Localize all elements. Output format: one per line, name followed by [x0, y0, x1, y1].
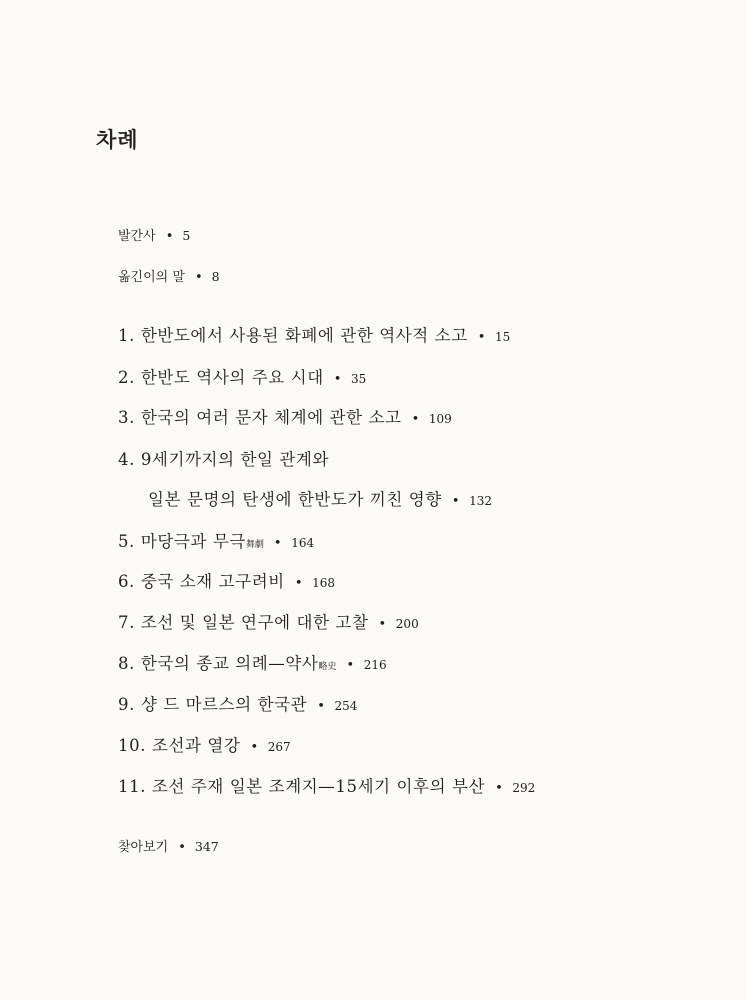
chapter-page-number: 35 [351, 372, 367, 386]
chapter-title: 중국 소재 고구려비 [140, 572, 285, 591]
toc-chapter-entry[interactable] [118, 650, 387, 674]
toc-chapter-entry[interactable] [118, 732, 291, 756]
chapter-page-number: 254 [334, 699, 358, 713]
chapter-number: 10. [118, 736, 147, 755]
chapter-title: 9세기까지의 한일 관계와 [140, 450, 329, 469]
chapter-number: 1. [118, 326, 135, 345]
separator-dot: • [411, 412, 420, 427]
chapter-title: 조선 및 일본 연구에 대한 고찰 [140, 613, 369, 632]
chapter-number: 4. [118, 450, 135, 469]
chapter-page-number: 132 [469, 494, 493, 508]
toc-item-label: 옮긴이의 말 [118, 270, 185, 285]
toc-chapter-entry[interactable] [118, 568, 335, 592]
chapter-title: 한국의 여러 문자 체계에 관한 소고 [140, 408, 402, 427]
chapter-number: 8. [118, 654, 135, 673]
separator-dot: • [378, 617, 387, 632]
chapter-title: 조선과 열강 [151, 736, 241, 755]
chapter-number: 7. [118, 613, 135, 632]
toc-item-label: 찾아보기 [118, 840, 169, 855]
chapter-hanja: 略史 [318, 662, 337, 672]
toc-page-number: 5 [182, 228, 191, 243]
chapter-title: 한국의 종교 의례—약사 [140, 654, 319, 673]
chapter-title: 샹 드 마르스의 한국관 [140, 695, 308, 714]
separator-dot: • [165, 229, 174, 244]
chapter-number: 11. [118, 777, 147, 796]
toc-front-item[interactable] [118, 266, 220, 285]
toc-back-item[interactable] [118, 836, 219, 855]
separator-dot: • [250, 740, 259, 755]
chapter-page-number: 109 [428, 412, 452, 426]
chapter-page-number: 15 [495, 330, 511, 344]
toc-page-number: 347 [194, 839, 219, 854]
toc-chapter-entry[interactable] [118, 691, 357, 715]
toc-chapter-continuation[interactable] [148, 486, 492, 510]
chapter-title: 마당극과 무극 [140, 532, 246, 551]
separator-dot: • [346, 658, 355, 673]
chapter-title-continued: 일본 문명의 탄생에 한반도가 끼친 영향 [148, 490, 442, 509]
toc-chapter-entry[interactable] [118, 322, 510, 346]
toc-item-label: 발간사 [118, 229, 156, 244]
toc-front-item[interactable] [118, 225, 190, 244]
chapter-number: 5. [118, 532, 135, 551]
toc-page-number: 8 [211, 269, 220, 284]
separator-dot: • [495, 781, 504, 796]
separator-dot: • [477, 330, 487, 345]
chapter-title: 한반도 역사의 주요 시대 [140, 368, 324, 387]
toc-chapter-entry[interactable] [118, 404, 452, 428]
chapter-title: 한반도에서 사용된 화폐에 관한 역사적 소고 [140, 326, 468, 345]
separator-dot: • [194, 270, 203, 285]
chapter-page-number: 292 [512, 781, 536, 795]
separator-dot: • [451, 494, 461, 509]
chapter-page-number: 164 [291, 536, 315, 550]
toc-chapter-entry[interactable] [118, 364, 366, 388]
chapter-hanja: 舞劇 [245, 540, 264, 550]
toc-title: 차례 [96, 128, 139, 152]
chapter-number: 3. [118, 408, 135, 427]
separator-dot: • [333, 372, 343, 387]
chapter-number: 2. [118, 368, 135, 387]
separator-dot: • [317, 699, 326, 714]
separator-dot: • [294, 576, 304, 591]
chapter-page-number: 168 [312, 576, 336, 590]
toc-chapter-entry[interactable] [118, 609, 419, 633]
chapter-page-number: 200 [395, 617, 419, 631]
chapter-number: 9. [118, 695, 135, 714]
toc-chapter-entry[interactable] [118, 528, 314, 552]
toc-chapter-entry[interactable] [118, 446, 329, 470]
chapter-number: 6. [118, 572, 135, 591]
separator-dot: • [273, 536, 283, 551]
chapter-page-number: 267 [267, 740, 291, 754]
separator-dot: • [178, 840, 186, 855]
chapter-page-number: 216 [363, 658, 387, 672]
toc-chapter-entry[interactable] [118, 773, 535, 797]
chapter-title: 조선 주재 일본 조계지—15세기 이후의 부산 [151, 777, 486, 796]
